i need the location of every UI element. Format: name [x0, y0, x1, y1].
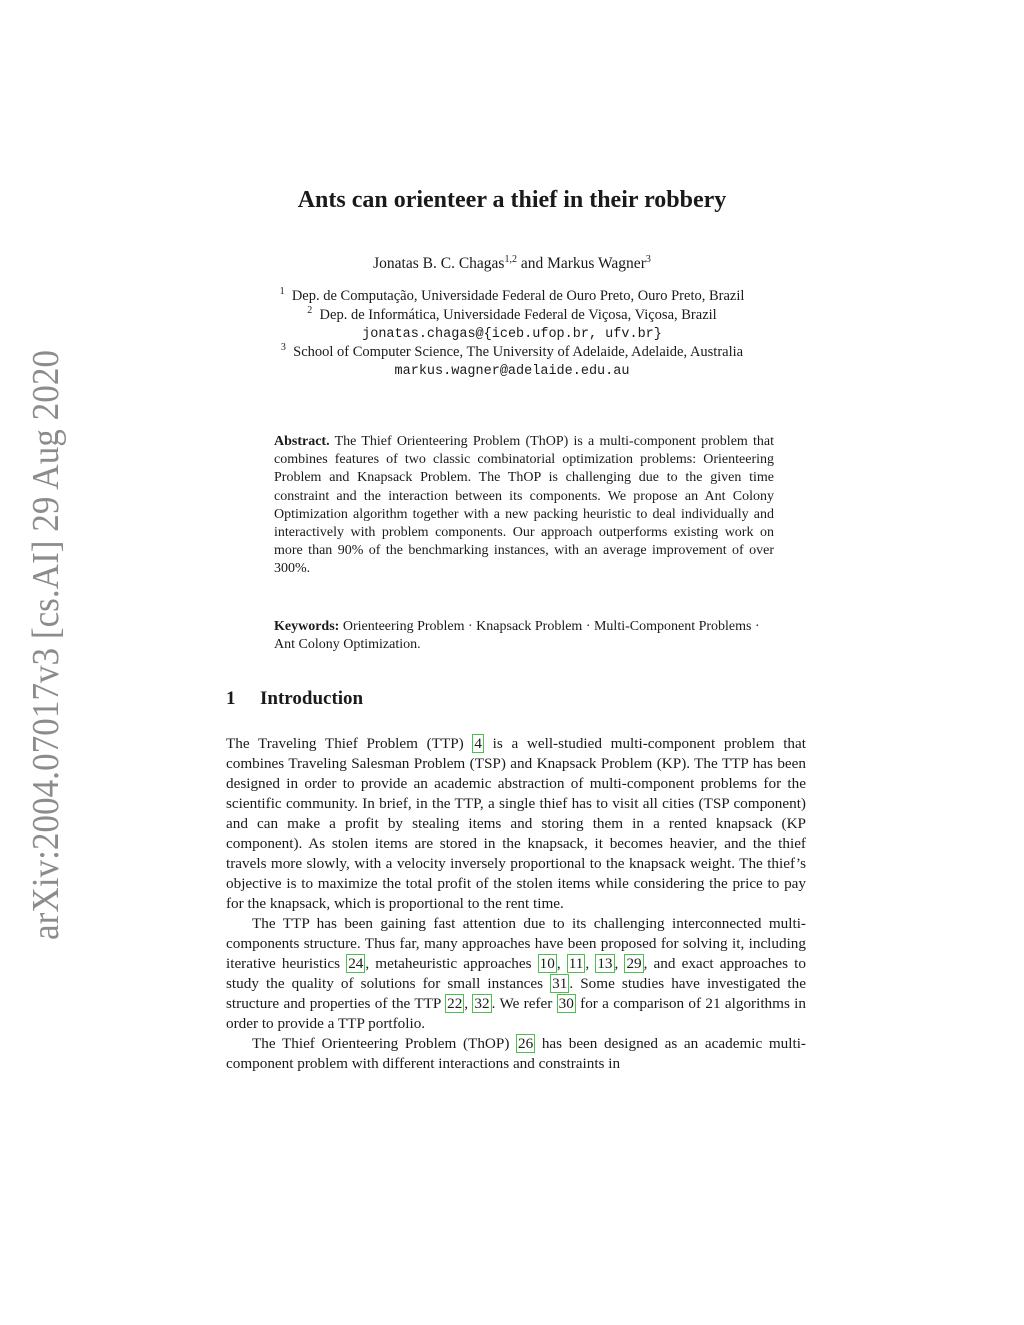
author-1-affil: 1,2 [504, 254, 517, 265]
author-1: Jonatas B. C. Chagas [373, 255, 505, 272]
citation-link[interactable]: 10 [539, 955, 555, 972]
citation-link[interactable]: 4 [474, 735, 482, 752]
keywords [274, 618, 776, 654]
citation-link[interactable]: 13 [597, 955, 613, 972]
abstract-label: Abstract. [274, 434, 330, 449]
p2-text: . We refer [491, 995, 557, 1012]
section-number: 1 [226, 688, 236, 709]
p2-text: . Some studies have investigated the structure and properties of the TTP [226, 975, 806, 1012]
p2-text: The TTP has been gaining fast attention due to its challenging interconnected multi-components structure. Thus far, many approaches have been proposed for solving it, including iterative heuristics [226, 915, 806, 972]
p2-text: , [556, 955, 567, 972]
p2-text: for a comparison of 21 algorithms in order to provide a TTP portfolio. [226, 995, 806, 1032]
author-conjunction: and [516, 255, 548, 272]
citation-link[interactable]: 30 [558, 995, 574, 1012]
paragraph-2 [226, 914, 806, 1034]
p2-text: , [464, 995, 473, 1012]
affiliation-2-marker: 2 [307, 305, 313, 316]
citation-link[interactable]: 26 [518, 1035, 534, 1052]
arxiv-stamp [22, 345, 68, 945]
p2-text: , [614, 955, 625, 972]
affiliation-2 [0, 307, 1024, 324]
author-2: Markus Wagner [547, 255, 646, 272]
body-text [226, 734, 806, 1074]
paragraph-3 [226, 1034, 806, 1074]
author-line [0, 255, 1024, 273]
p2-text: , [585, 955, 596, 972]
affiliation-3 [0, 344, 1024, 361]
p2-text: , and exact approaches to study the quality of solutions for small instances [226, 955, 806, 992]
citation-link[interactable]: 11 [568, 955, 584, 972]
section-title: Introduction [260, 688, 364, 709]
paragraph-1 [226, 734, 806, 914]
affiliation-1 [0, 288, 1024, 305]
affiliation-1-text: Dep. de Computação, Universidade Federal de Ouro Preto, Ouro Preto, Brazil [291, 288, 745, 304]
affiliation-3-marker: 3 [280, 342, 286, 353]
author-2-affil: 3 [645, 254, 651, 265]
keywords-label: Keywords: [274, 619, 340, 634]
citation-link[interactable]: 29 [626, 955, 642, 972]
affiliation-2-text: Dep. de Informática, Universidade Federal de Viçosa, Viçosa, Brazil [319, 307, 717, 323]
p1-text: The Traveling Thief Problem (TTP) [226, 735, 473, 752]
p3-text: The Thief Orienteering Problem (ThOP) [252, 1035, 517, 1052]
abstract [274, 433, 774, 579]
paper-title: Ants can orienteer a thief in their robbery [297, 187, 727, 213]
keywords-text: Orienteering Problem · Knapsack Problem · Multi-Component Problems · Ant Colony Optimization. [274, 619, 760, 653]
p1-text: is a well-studied multi-component problem that combines Traveling Salesman Problem (TSP) and Knapsack Problem (KP). The TTP has been designed in order to provide an academic abstraction of multi-component problems for the scientific community. In brief, in the TTP, a single thief has to visit all cities (TSP component) and can make a profit by stealing items and storing them in a rented knapsack (KP component). As stolen items are stored in the knapsack, it becomes heavier, and the thief travels more slowly, with a velocity inversely proportional to the knapsack weight. The thief’s objective is to maximize the total profit of the stolen items while considering the price to pay for the knapsack, which is proportional to the rent time. [226, 735, 806, 912]
citation-link[interactable]: 31 [552, 975, 568, 992]
citation-link[interactable]: 32 [474, 995, 490, 1012]
affiliation-1-marker: 1 [279, 286, 285, 297]
affiliation-3-text: School of Computer Science, The University of Adelaide, Adelaide, Australia [293, 344, 744, 360]
abstract-text: The Thief Orienteering Problem (ThOP) is a multi-component problem that combines features of two classic combinatorial optimization problems: Orienteering Problem and Knapsack Problem. The ThOP is challenging due to the given time constraint and the interaction between its components. We propose an Ant Colony Optimization algorithm together with a new packing heuristic to deal individually and interactively with problem components. Our approach outperforms existing work on more than 90% of the benchmarking instances, with an average improvement of over 300%. [274, 434, 775, 577]
email-1[interactable]: jonatas.chagas@{iceb.ufop.br, ufv.br} [362, 327, 662, 342]
p3-text: has been designed as an academic multi-component problem with different interactions and constraints in [226, 1035, 806, 1072]
citation-link[interactable]: 22 [447, 995, 463, 1012]
citation-link[interactable]: 24 [348, 955, 364, 972]
email-2[interactable]: markus.wagner@adelaide.edu.au [394, 364, 630, 379]
p2-text: , metaheuristic approaches [365, 955, 538, 972]
section-heading [226, 688, 363, 710]
arxiv-stamp-text: arXiv:2004.07017v3 [cs.AI] 29 Aug 2020 [25, 345, 67, 940]
